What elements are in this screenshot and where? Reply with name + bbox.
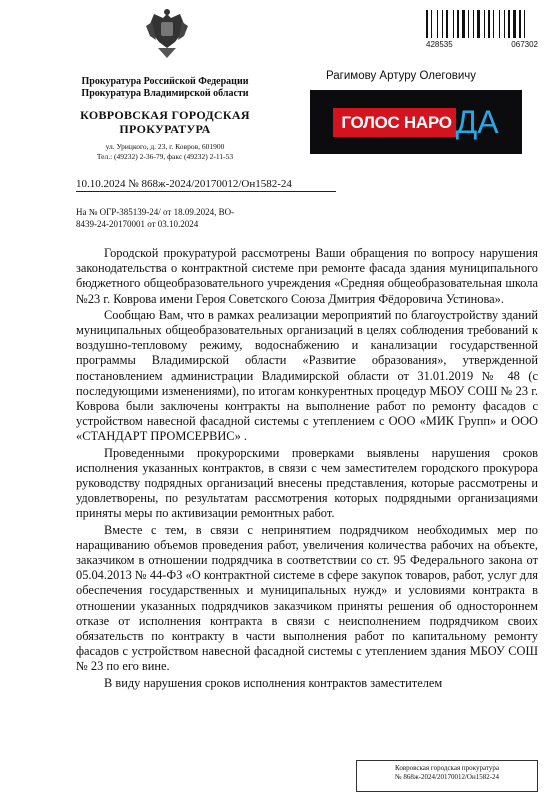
body-paragraph-4: Вместе с тем, в связи с непринятием подрядчиком необходимых мер по наращиванию объемов проведения работ, увеличения количества рабочих на объекте, заказчиком в отношении подрядчика в соответствии со ст. 95 Федерального закона от 05.04.2013 № 44-ФЗ «О контрактной системе в сфере закупок товаров, работ, услуг для обеспечения государственных и муниципальных нужд» и условиями контракта в отношении указанных подрядчиков заказчиком приняты решения об одностороннем отказе от исполнения контракта в связи с неисполнением подрядчиком своих обязательств по контракту в части выполнения работ по капитальному ремонту фасадов с устройством навесной фасадной системы с утеплением здания МБОУ СОШ № 23 по его вине. (76, 522, 538, 674)
body-paragraph-1: Городской прокуратурой рассмотрены Ваши обращения по вопросу нарушения законодательства о контрактной системе при ремонте фасада здания муниципального бюджетного общеобразовательного учреждения «Средняя общеобразовательная школа №23 г. Коврова имени Героя Советского Союза Дмитрия Фёдоровича Устинова». (76, 246, 538, 306)
recipient-name: Рагимову Артуру Олеговичу (326, 70, 476, 82)
address-line-1: ул. Урицкого, д. 23, г. Ковров, 601900 (105, 142, 225, 151)
body-paragraph-5: В виду нарушения сроков исполнения контрактов заместителем (104, 675, 443, 690)
barcode-bar (513, 10, 516, 38)
barcode-bar (442, 10, 443, 38)
barcode-bar (524, 10, 525, 38)
barcode-bar (453, 10, 454, 38)
barcode-bar (473, 10, 474, 38)
logo-main-text: ГОЛОС НАРО (333, 108, 455, 137)
barcode-bar (499, 10, 500, 38)
registration-number: 10.10.2024 № 868ж-2024/20170012/Он1582-24 (76, 178, 336, 192)
golos-naroda-logo (310, 90, 522, 154)
reply-reference-line-2: 8439-24-20170001 от 03.10.2024 (76, 219, 199, 229)
org-name-line-1: Прокуратура Российской Федерации (81, 76, 249, 87)
barcode-bar (508, 10, 510, 38)
registration-stamp (356, 760, 538, 792)
barcode-bar (446, 10, 448, 38)
barcode-bar (426, 10, 428, 38)
body-paragraph-3: Проведенными прокурорскими проверками выявлены нарушения сроков исполнения указанных контрактов, в связи с чем заместителем городского прокурора руководству подрядных организаций внесены представления, которые рассмотрены и удовлетворены, по результатам рассмотрения которых подрядными организациями приняты меры по активизации ремонтных работ. (76, 445, 538, 521)
stamp-line-2: № 868ж-2024/20170012/Он1582-24 (394, 773, 500, 781)
logo-accent-text: ДА (455, 104, 499, 140)
office-name-line-2: ПРОКУРАТУРА (119, 122, 211, 136)
barcode-bar (468, 10, 469, 38)
stamp-line-1: Ковровская городская прокуратура (395, 764, 499, 772)
barcode-bar (488, 10, 490, 38)
barcode (426, 10, 538, 49)
barcode-number-right: 067302 (511, 40, 538, 49)
reply-reference (76, 206, 276, 230)
body-paragraph-2: Сообщаю Вам, что в рамках реализации мероприятий по благоустройству зданий муниципальных общеобразовательных организаций в целях соблюдения требований к воздушно-тепловому режиму, водоснабжению и канализации государственной программы Владимирской области «Развитие образования», утвержденной постановлением администрации Владимирской области от 31.01.2019 № 48 (с последующими изменениями), по итогам конкурентных процедур МБОУ СОШ № 23 г. Коврова были заключены контракты на выполнение работ по ремонту фасадов с устройством навесной фасадной системы с утеплением с ООО «МИК Групп» и ООО «СТАНДАРТ ПРОМСЕРВИС» . (76, 307, 538, 444)
barcode-bars (426, 10, 538, 38)
barcode-bar (477, 10, 480, 38)
barcode-bar (504, 10, 505, 38)
barcode-bar (519, 10, 521, 38)
address-line-2: Тел.: (49232) 2-36-79, факс (49232) 2-11-53 (96, 152, 234, 161)
coat-of-arms-icon (144, 8, 190, 62)
letter-body (76, 246, 538, 692)
office-name-line-1: КОВРОВСКАЯ ГОРОДСКАЯ (80, 108, 250, 122)
barcode-bar (457, 10, 459, 38)
reply-reference-line-1: На № ОГР-385139-24/ от 18.09.2024, ВО- (76, 207, 235, 217)
barcode-bar (484, 10, 485, 38)
barcode-bar (462, 10, 465, 38)
org-name-line-2: Прокуратура Владимирской области (81, 88, 249, 99)
barcode-number-left: 428535 (426, 40, 453, 49)
barcode-bar (431, 10, 432, 38)
organization-header (40, 76, 290, 162)
barcode-bar (437, 10, 438, 38)
barcode-bar (493, 10, 494, 38)
